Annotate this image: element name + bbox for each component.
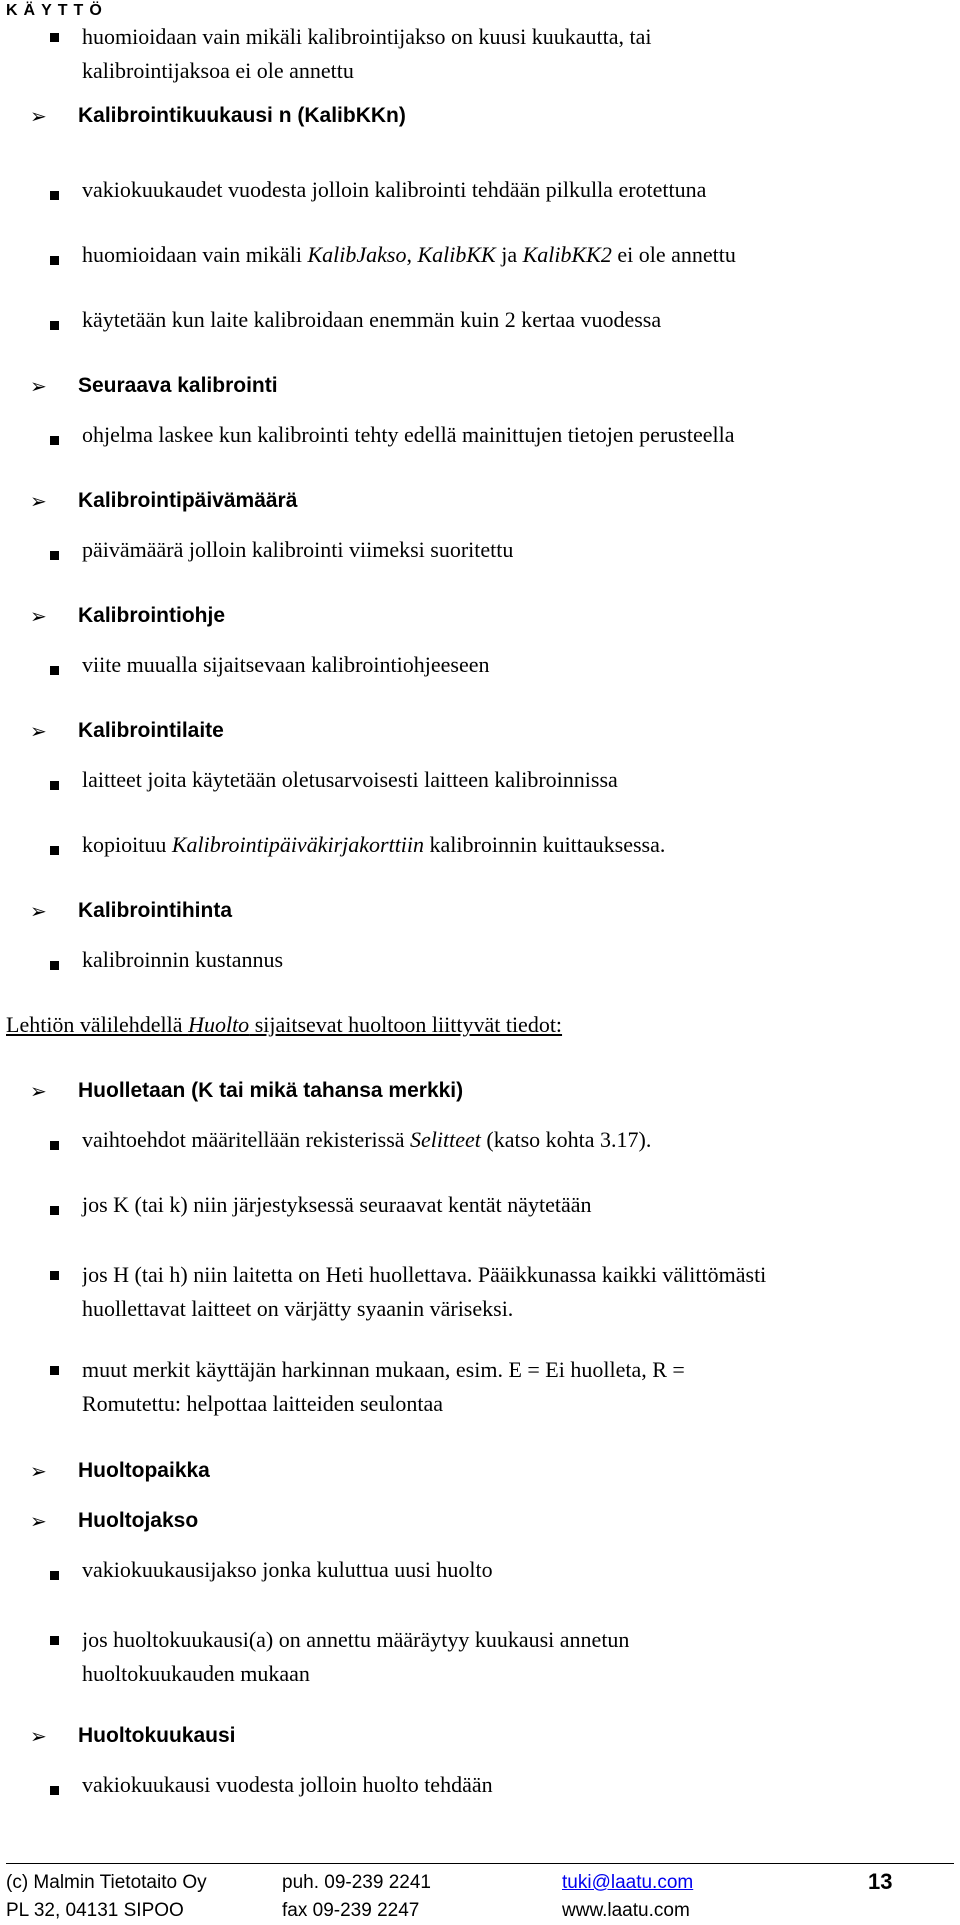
bullet-item [0,24,960,92]
square-bullet-icon [50,846,59,855]
arrow-bullet-icon: ➢ [30,1724,47,1748]
heading-text: Huoltopaikka [78,1459,210,1482]
field-heading [0,1722,960,1752]
square-bullet-icon [50,33,59,42]
heading-text: Kalibrointikuukausi n (KalibKKn) [78,104,406,127]
footer-phone: puh. 09-239 2241 [282,1872,431,1893]
field-heading [0,487,960,517]
field-heading [0,1457,960,1487]
footer-email-link[interactable]: tuki@laatu.com [562,1872,694,1893]
square-bullet-icon [50,1206,59,1215]
bullet-text: kalibrointijaksoa ei ole annettu [82,58,354,83]
footer-divider [6,1863,954,1864]
field-heading [0,602,960,632]
heading-text: Huoltokuukausi [78,1724,236,1747]
bullet-text: Romutettu: helpottaa laitteiden seulontaa [82,1391,444,1416]
square-bullet-icon [50,436,59,445]
bullet-text: jos K (tai k) niin järjestyksessä seuraavat kentät näytetään [82,1192,592,1217]
arrow-bullet-icon: ➢ [30,104,47,128]
bullet-item [0,1192,960,1227]
bullet-text: huollettavat laitteet on värjätty syaanin väriseksi. [82,1296,514,1321]
footer-address: PL 32, 04131 SIPOO [6,1900,184,1921]
square-bullet-icon [50,961,59,970]
square-bullet-icon [50,1141,59,1150]
heading-text: Kalibrointiohje [78,604,225,627]
bullet-item [0,1772,960,1807]
bullet-text: ohjelma laskee kun kalibrointi tehty edellä mainittujen tietojen perusteella [82,422,735,447]
footer-copyright: (c) Malmin Tietotaito Oy [6,1872,207,1893]
page-number: 13 [868,1869,893,1894]
field-heading [0,717,960,747]
bullet-text: jos H (tai h) niin laitetta on Heti huollettava. Pääikkunassa kaikki välittömästi [82,1262,767,1287]
bullet-text: huomioidaan vain mikäli kalibrointijakso on kuusi kuukautta, tai [82,24,652,49]
bullet-item [0,307,960,342]
bullet-text: kopioituu Kalibrointipäiväkirjakorttiin kalibroinnin kuittauksessa. [82,832,666,857]
bullet-item [0,537,960,572]
bullet-item [0,242,960,277]
bullet-item [0,1627,960,1695]
arrow-bullet-icon: ➢ [30,1459,47,1483]
bullet-text: muut merkit käyttäjän harkinnan mukaan, esim. E = Ei huolleta, R = [82,1357,685,1382]
square-bullet-icon [50,1636,59,1645]
footer-web: www.laatu.com [562,1900,690,1921]
arrow-bullet-icon: ➢ [30,604,47,628]
heading-text: Kalibrointilaite [78,719,224,742]
bullet-item [0,947,960,982]
bullet-text: käytetään kun laite kalibroidaan enemmän kuin 2 kertaa vuodessa [82,307,662,332]
square-bullet-icon [50,781,59,790]
bullet-text: vakiokuukausi vuodesta jolloin huolto tehdään [82,1772,493,1797]
bullet-item [0,832,960,867]
square-bullet-icon [50,256,59,265]
square-bullet-icon [50,1271,59,1280]
footer-fax: fax 09-239 2247 [282,1900,420,1921]
heading-text: Huoltojakso [78,1509,199,1532]
bullet-text: vakiokuukausijakso jonka kuluttua uusi huolto [82,1557,493,1582]
bullet-text: vakiokuukaudet vuodesta jolloin kalibrointi tehdään pilkulla erotettuna [82,177,707,202]
bullet-item [0,177,960,212]
arrow-bullet-icon: ➢ [30,374,47,398]
heading-text: Kalibrointipäivämäärä [78,489,298,512]
arrow-bullet-icon: ➢ [30,719,47,743]
heading-text: Kalibrointihinta [78,899,232,922]
running-header: KÄYTTÖ [6,2,108,19]
bullet-text: huoltokuukauden mukaan [82,1661,310,1686]
bullet-text: huomioidaan vain mikäli KalibJakso, KalibKK ja KalibKK2 ei ole annettu [82,242,736,267]
square-bullet-icon [50,1366,59,1375]
bullet-text: viite muualla sijaitsevaan kalibrointiohjeeseen [82,652,490,677]
bullet-item [0,1557,960,1592]
heading-text: Huolletaan (K tai mikä tahansa merkki) [78,1079,464,1102]
bullet-item [0,1357,960,1425]
bullet-text: päivämäärä jolloin kalibrointi viimeksi suoritettu [82,537,514,562]
square-bullet-icon [50,1786,59,1795]
bullet-item [0,1127,960,1162]
bullet-text: vaihtoehdot määritellään rekisterissä Selitteet (katso kohta 3.17). [82,1127,652,1152]
field-heading [0,372,960,402]
square-bullet-icon [50,191,59,200]
square-bullet-icon [50,321,59,330]
field-heading [0,897,960,927]
section-intro-text: Lehtiön välilehdellä Huolto sijaitsevat huoltoon liittyvät tiedot: [6,1012,563,1037]
field-heading [0,1077,960,1107]
square-bullet-icon [50,666,59,675]
bullet-item [0,767,960,802]
bullet-text: jos huoltokuukausi(a) on annettu määräytyy kuukausi annetun [82,1627,630,1652]
bullet-text: laitteet joita käytetään oletusarvoisesti laitteen kalibroinnissa [82,767,618,792]
bullet-item [0,652,960,687]
field-heading [0,1507,960,1537]
square-bullet-icon [50,551,59,560]
arrow-bullet-icon: ➢ [30,1079,47,1103]
section-intro [0,1012,960,1042]
square-bullet-icon [50,1571,59,1580]
arrow-bullet-icon: ➢ [30,899,47,923]
field-heading [0,102,960,132]
bullet-text: kalibroinnin kustannus [82,947,284,972]
bullet-item [0,1262,960,1330]
arrow-bullet-icon: ➢ [30,489,47,513]
arrow-bullet-icon: ➢ [30,1509,47,1533]
heading-text: Seuraava kalibrointi [78,374,278,397]
bullet-item [0,422,960,457]
